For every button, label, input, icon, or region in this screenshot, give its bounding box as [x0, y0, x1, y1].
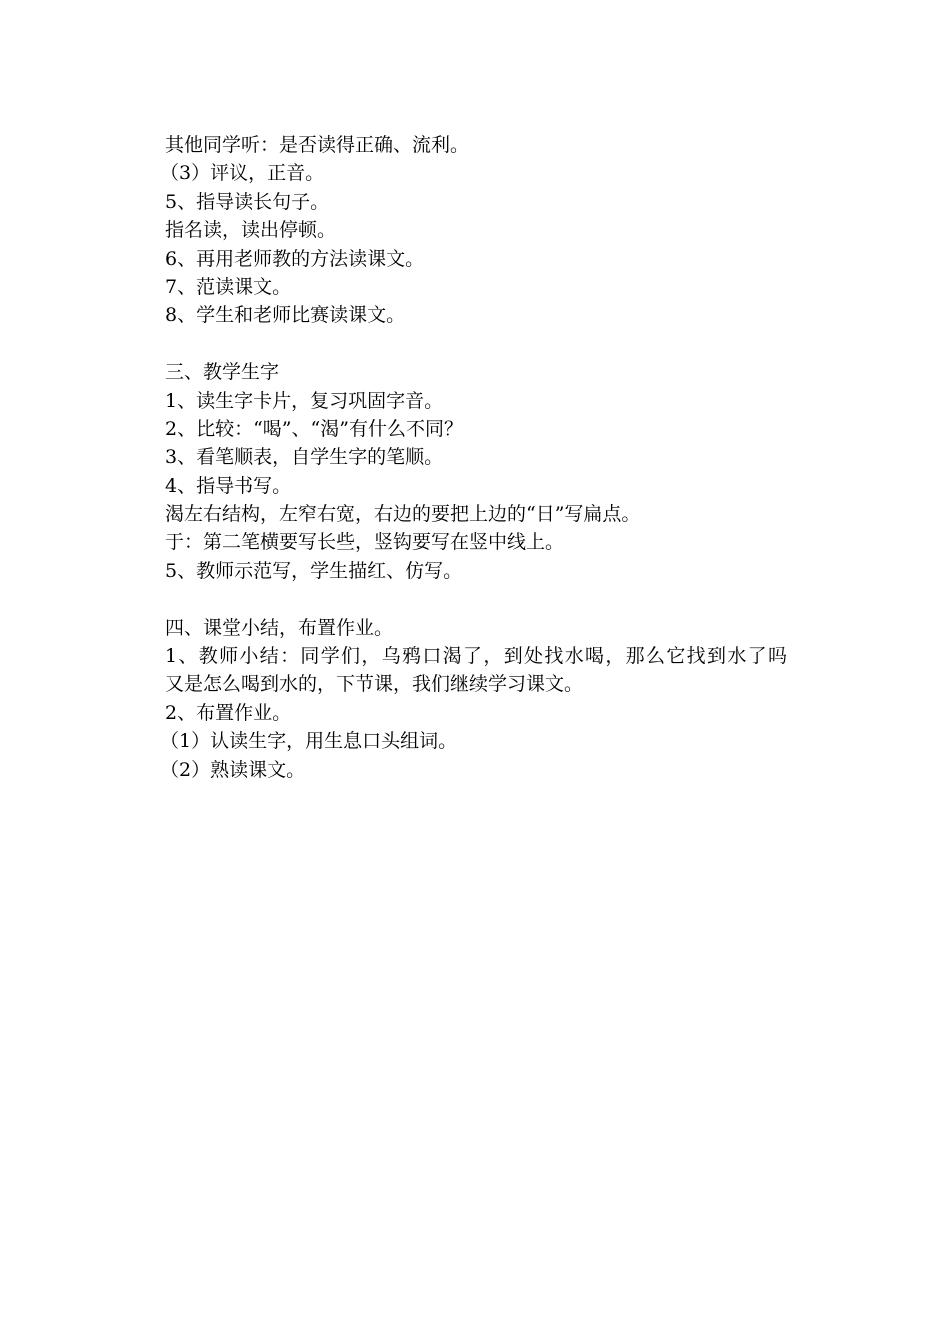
body-text-line: 2、布置作业。 [165, 701, 292, 724]
body-text-line: 5、指导读长句子。 [165, 190, 330, 213]
blank-line [165, 585, 795, 613]
body-text-line: （2）熟读课文。 [160, 758, 306, 781]
body-text-line: 8、学生和老师比赛读课文。 [165, 304, 406, 327]
body-text-line: 又是怎么喝到水的，下节课，我们继续学习课文。 [165, 673, 584, 696]
body-text-line: 渴左右结构，左窄右宽，右边的要把上边的“日”写扁点。 [165, 503, 641, 526]
body-text-line: 5、教师示范写，学生描红、仿写。 [165, 559, 463, 582]
section-heading: 三、教学生字 [165, 361, 280, 384]
body-text-line: 其他同学听：是否读得正确、流利。 [165, 134, 470, 156]
blank-line [165, 330, 795, 358]
body-text-line: 6、再用老师教的方法读课文。 [165, 247, 425, 270]
body-text-line: 4、指导书写。 [165, 474, 292, 497]
body-text-line: （3）评议，正音。 [160, 162, 325, 185]
body-text-line: 1、教师小结：同学们，乌鸦口渴了，到处找水喝，那么它找到水了吗 [165, 645, 787, 668]
body-text-line: 于：第二笔横要写长些，竖钩要写在竖中线上。 [165, 531, 565, 554]
document-body [160, 131, 795, 784]
body-text-line: 指名读，读出停顿。 [165, 219, 337, 242]
body-text-line: （1）认读生字，用生息口头组词。 [160, 730, 458, 753]
body-text-line: 3、看笔顺表，自学生字的笔顺。 [165, 446, 444, 469]
body-text-line: 2、比较：“喝”、“渴”有什么不同？ [165, 417, 463, 440]
body-text-line: 7、范读课文。 [165, 275, 292, 298]
section-heading: 四、课堂小结，布置作业。 [165, 616, 394, 639]
body-text-line: 1、读生字卡片，复习巩固字音。 [165, 389, 444, 412]
